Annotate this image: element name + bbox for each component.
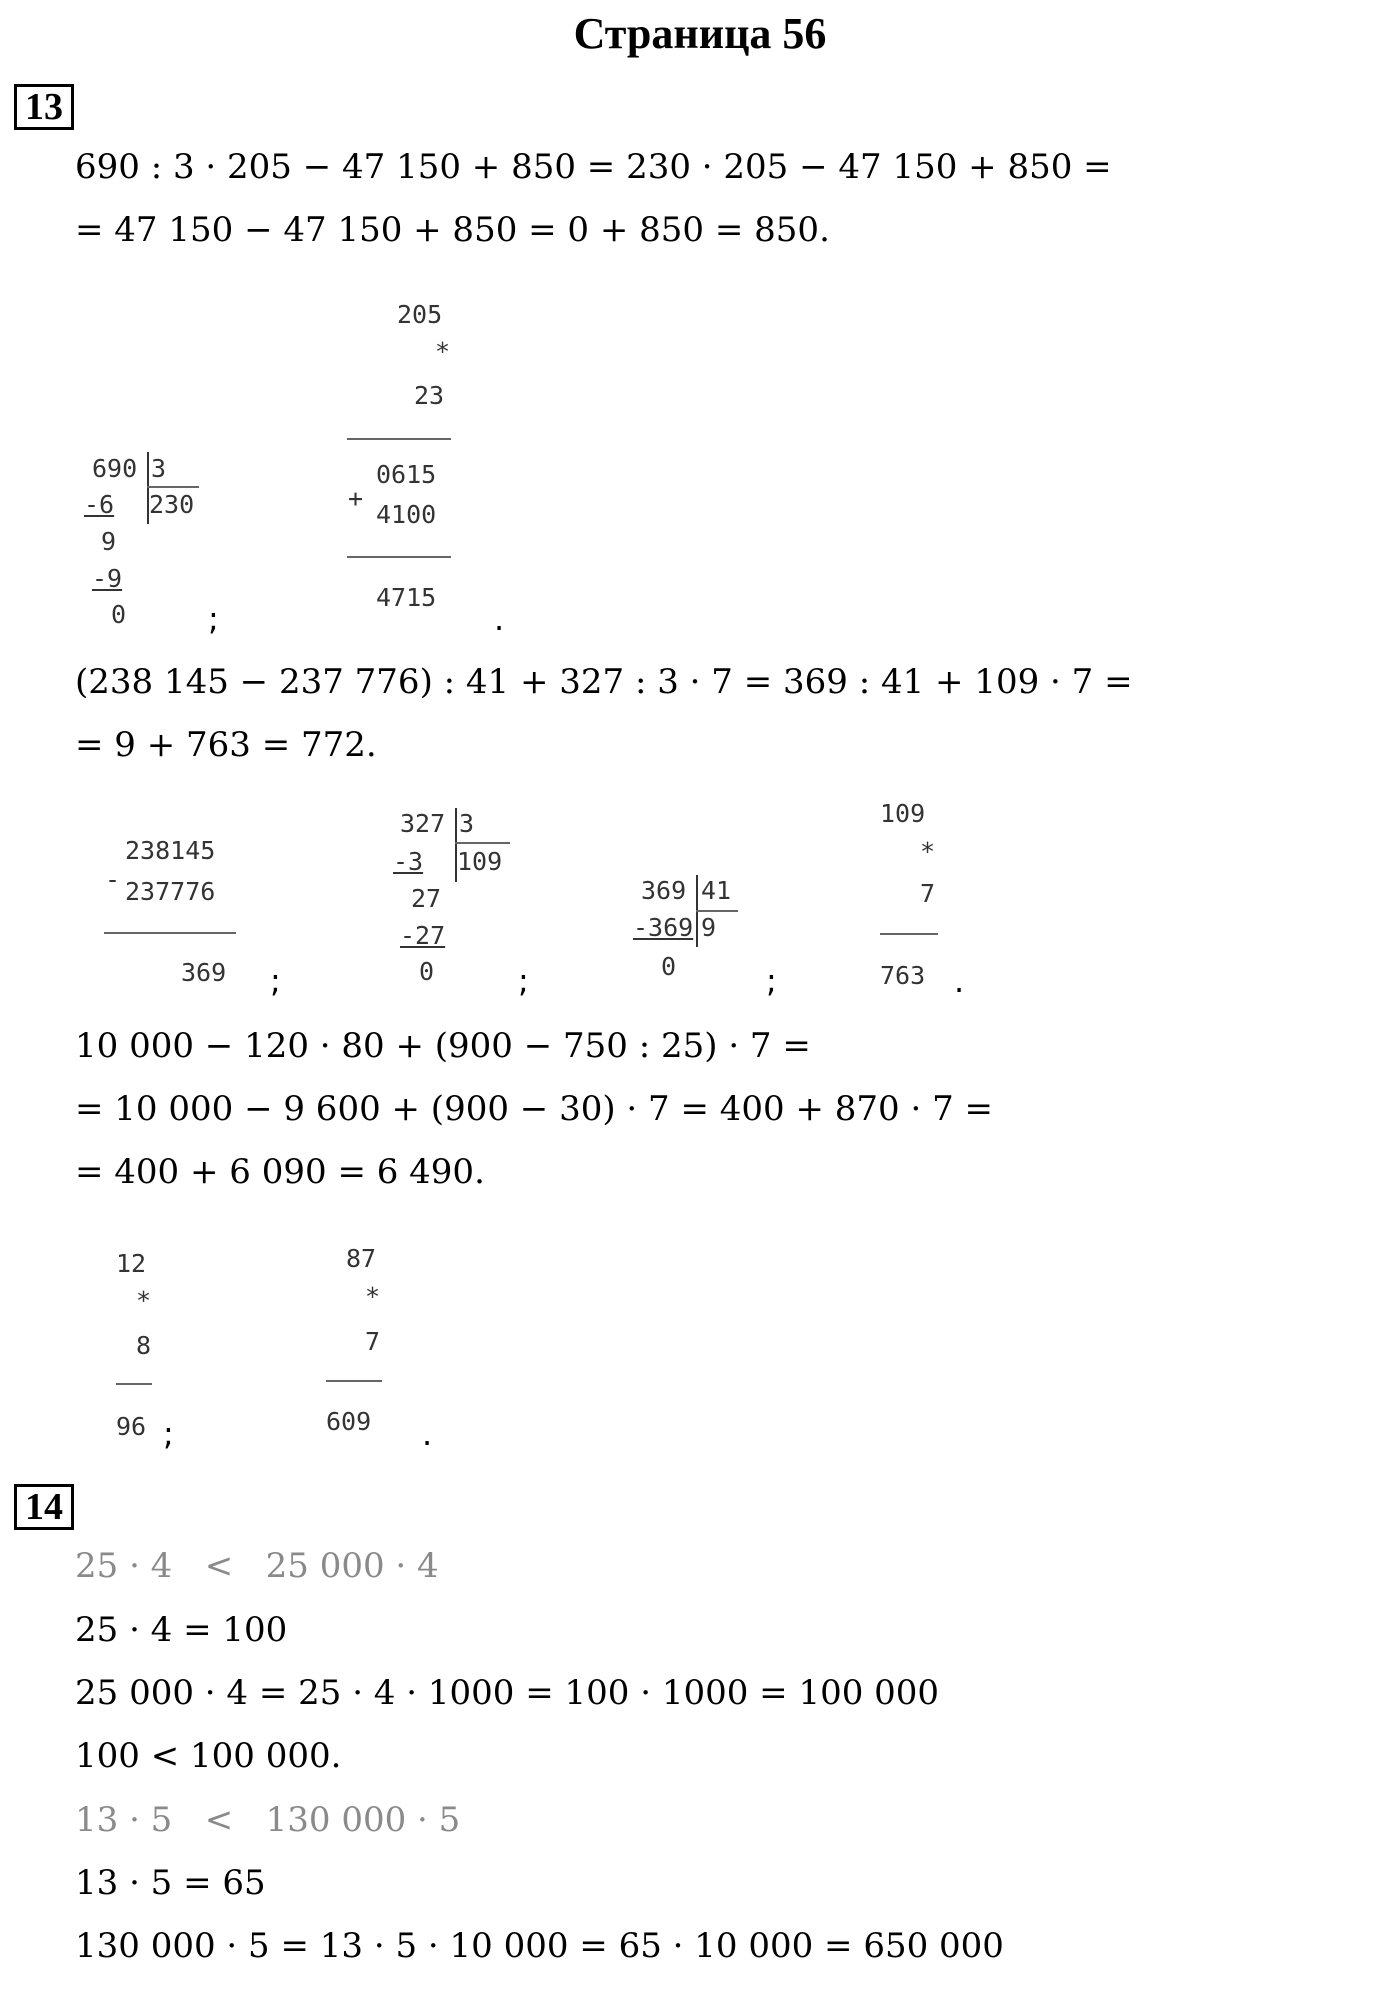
separator: . (954, 962, 965, 1000)
equation-line: 130 000 · 5 = 13 · 5 · 10 000 = 65 · 10 000 = 650 000 (75, 1926, 1004, 1966)
result-line (347, 556, 451, 558)
page-title: Страница 56 (573, 9, 827, 58)
equation-line: = 400 + 6 090 = 6 490. (75, 1152, 485, 1192)
equation-line: = 10 000 − 9 600 + (900 − 30) · 7 = 400 + 870 · 7 = (75, 1089, 993, 1129)
equation-line: 100 < 100 000. (75, 1736, 342, 1776)
task-number-14: 14 (14, 1484, 74, 1530)
separator: ; (208, 600, 219, 638)
separator: ; (163, 1415, 174, 1453)
equation-line: 25 000 · 4 = 25 · 4 · 1000 = 100 · 1000 = 100 000 (75, 1673, 940, 1713)
equation-line: 10 000 − 120 · 80 + (900 − 750 : 25) · 7 = (75, 1026, 811, 1066)
division-bar (147, 452, 149, 524)
separator: ; (518, 962, 529, 1000)
equation-line: = 47 150 − 47 150 + 850 = 0 + 850 = 850. (75, 210, 830, 250)
result-line (347, 438, 451, 440)
separator: ; (766, 962, 777, 1000)
separator: . (422, 1415, 433, 1453)
division-bar (696, 910, 738, 912)
division-bar (147, 486, 199, 488)
task-number-13: 13 (14, 84, 74, 130)
division-bar (455, 808, 457, 882)
equation-line: (238 145 − 237 776) : 41 + 327 : 3 · 7 = 369 : 41 + 109 · 7 = (75, 662, 1133, 702)
equation-line: 25 · 4 = 100 (75, 1610, 288, 1650)
equation-line: 13 · 5 = 65 (75, 1863, 266, 1903)
comparison-line: 13 · 5 < 130 000 · 5 (75, 1800, 461, 1840)
separator: ; (270, 962, 281, 1000)
division-bar (455, 842, 510, 844)
comparison-line: 25 · 4 < 25 000 · 4 (75, 1546, 439, 1586)
separator: . (494, 600, 505, 638)
result-line (326, 1380, 382, 1382)
equation-line: 690 : 3 · 205 − 47 150 + 850 = 230 · 205 − 47 150 + 850 = (75, 147, 1112, 187)
result-line (880, 933, 938, 935)
result-line (116, 1383, 152, 1385)
result-line (104, 932, 236, 934)
equation-line: = 9 + 763 = 772. (75, 725, 377, 765)
